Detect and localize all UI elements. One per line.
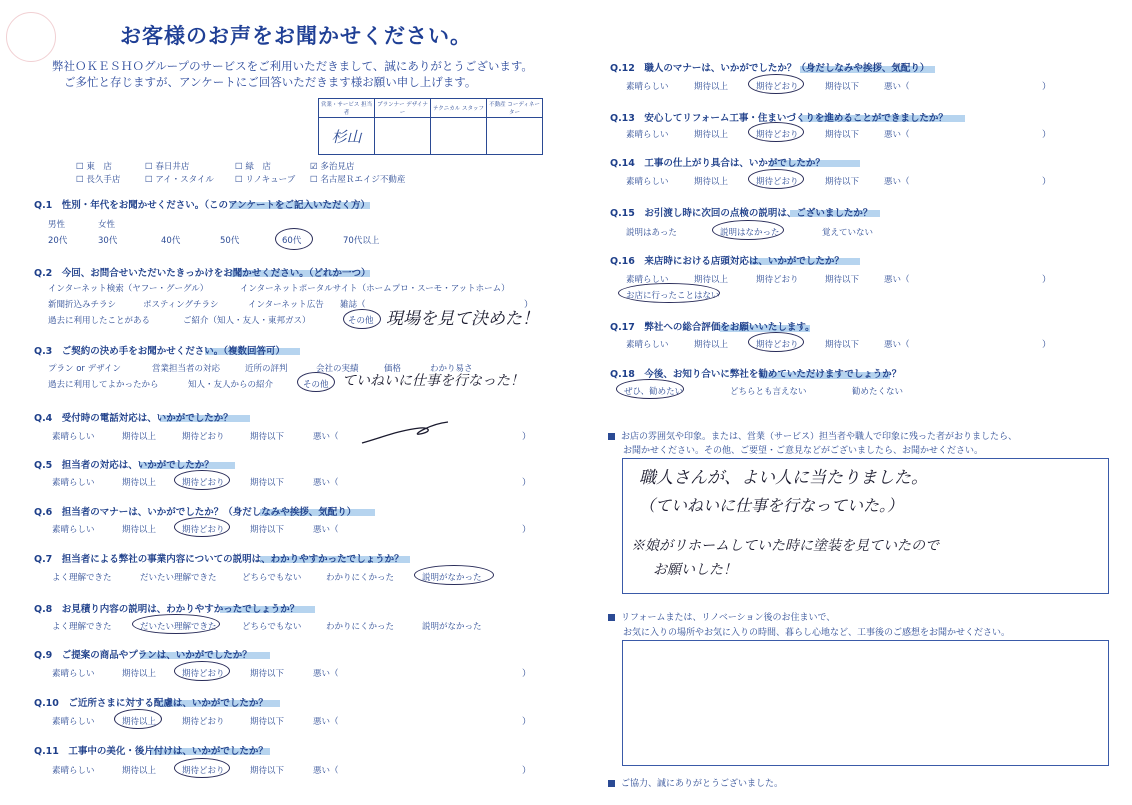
- q12-opt-below[interactable]: 期待以下: [825, 82, 860, 92]
- q14-opt-excellent[interactable]: 素晴らしい: [626, 177, 669, 187]
- store-renocube[interactable]: ☐ リノキューブ: [235, 175, 296, 185]
- staff-header-planner: プランナー デザイナー: [375, 99, 431, 118]
- q17-opt-bad[interactable]: 悪い（: [884, 340, 910, 350]
- q18-opt-yes[interactable]: ぜひ、勧めたい: [624, 387, 684, 397]
- footer-text: ご協力、誠にありがとうございました。: [621, 779, 784, 789]
- page-title: お客様のお声をお聞かせください。: [120, 24, 472, 48]
- store-tajimi[interactable]: ☑ 多治見店: [310, 162, 355, 172]
- store-rage[interactable]: ☐ 名古屋Ｒエイジ不動産: [310, 175, 406, 185]
- q5-opt-excellent[interactable]: 素晴らしい: [52, 478, 95, 488]
- q13-opt-below[interactable]: 期待以下: [825, 130, 860, 140]
- q3-plan-design[interactable]: プラン or デザイン: [48, 364, 122, 374]
- q16-opt-excellent[interactable]: 素晴らしい: [626, 275, 669, 285]
- q3-referral[interactable]: 知人・友人からの紹介: [188, 380, 274, 390]
- q6-opt-above[interactable]: 期待以上: [122, 525, 157, 535]
- q9-label: Q.9 ご提案の商品やプランは、いかがでしたか？: [34, 650, 252, 661]
- q2-magazine[interactable]: 雑誌（: [340, 300, 366, 310]
- q12-opt-as-expected[interactable]: 期待どおり: [756, 82, 799, 92]
- q17-label: Q.17 弊社への総合評価をお願いいたします。: [610, 322, 815, 333]
- q13-opt-above[interactable]: 期待以上: [694, 130, 729, 140]
- q10-selected-circle: [114, 709, 162, 729]
- q7-selected-circle: [414, 565, 494, 585]
- q8-opt-mostly[interactable]: だいたい理解できた: [140, 622, 217, 632]
- q12-close: ）: [1042, 82, 1052, 92]
- q7-opt-none[interactable]: 説明がなかった: [422, 573, 482, 583]
- q16-close: ）: [1042, 275, 1052, 285]
- q10-label: Q.10 ご近所さまに対する配慮は、いかがでしたか？: [34, 698, 268, 709]
- comment2-box[interactable]: [622, 640, 1109, 766]
- q11-opt-excellent[interactable]: 素晴らしい: [52, 766, 95, 776]
- seal-stamp: [6, 12, 56, 62]
- comment1-box[interactable]: [622, 458, 1109, 594]
- q14-label: Q.14 工事の仕上がり具合は、いかがでしたか？: [610, 158, 825, 169]
- q1-age-60[interactable]: 60代: [282, 236, 302, 246]
- q2-label: Q.2 今回、お問合せいただいたきっかけをお聞かせください。（どれか一つ）: [34, 268, 371, 279]
- q6-opt-below[interactable]: 期待以下: [250, 525, 285, 535]
- q4-opt-as-expected[interactable]: 期待どおり: [182, 432, 225, 442]
- q17-selected-circle: [748, 332, 804, 352]
- q3-selected-circle: [297, 372, 335, 392]
- q5-opt-as-expected[interactable]: 期待どおり: [182, 478, 225, 488]
- q6-label: Q.6 担当者のマナーは、いかがでしたか？（身だしなみや挨拶、気配り）: [34, 507, 357, 518]
- footer: [608, 776, 783, 789]
- q8-selected-circle: [132, 614, 220, 634]
- q11-opt-below[interactable]: 期待以下: [250, 766, 285, 776]
- q5-opt-bad[interactable]: 悪い（: [313, 478, 339, 488]
- q1-label: Q.1 性別・年代をお聞かせください。（このアンケートをご記入いただく方）: [34, 200, 370, 211]
- q2-portal-site[interactable]: インターネットポータルサイト（ホームプロ・スーモ・アットホーム）: [240, 284, 510, 294]
- q9-opt-excellent[interactable]: 素晴らしい: [52, 669, 95, 679]
- q10-opt-bad[interactable]: 悪い（: [313, 717, 339, 727]
- store-east-label: 東 店: [86, 162, 112, 172]
- q12-selected-circle: [748, 74, 804, 94]
- q2-handwritten-answer: 現場を見て決めた！: [386, 309, 539, 329]
- staff-header-sales: 営業・サービス 担当者: [319, 99, 375, 118]
- q13-label: Q.13 安心してリフォーム工事・住まいづくりを進めることができましたか？: [610, 113, 948, 124]
- q9-selected-circle: [174, 661, 230, 681]
- q4-opt-bad[interactable]: 悪い（: [313, 432, 339, 442]
- q4-close: ）: [522, 432, 532, 442]
- q3-other[interactable]: その他: [303, 380, 329, 390]
- comment2-label-1: リフォームまたは、リノベーション後のお住まいで、: [621, 613, 836, 623]
- store-nagakute[interactable]: ☐ 長久手店: [76, 175, 121, 185]
- store-kasugai-label: 春日井店: [155, 162, 190, 172]
- q7-opt-understood[interactable]: よく理解できた: [52, 573, 112, 583]
- q4-label: Q.4 受付時の電話対応は、いかがでしたか？: [34, 413, 233, 424]
- staff-technical-cell[interactable]: [431, 118, 487, 155]
- q16-opt-as-expected[interactable]: 期待どおり: [756, 275, 799, 285]
- q1-age-50[interactable]: 50代: [220, 236, 240, 246]
- q17-close: ）: [1042, 340, 1052, 350]
- q1-age-30[interactable]: 30代: [98, 236, 118, 246]
- store-east[interactable]: ☐ 東 店: [76, 162, 112, 172]
- q1-age-70[interactable]: 70代以上: [343, 236, 380, 246]
- q15-opt-forgot[interactable]: 覚えていない: [822, 228, 874, 238]
- q14-opt-below[interactable]: 期待以下: [825, 177, 860, 187]
- q9-close: ）: [522, 669, 532, 679]
- q4-opt-above[interactable]: 期待以上: [122, 432, 157, 442]
- q14-close: ）: [1042, 177, 1052, 187]
- comment1-hand-2: （ていねいに仕事を行なっていた。）: [639, 496, 904, 515]
- q3-reputation[interactable]: 近所の評判: [245, 364, 288, 374]
- q3-past-use[interactable]: 過去に利用してよかったから: [48, 380, 159, 390]
- q7-opt-hard[interactable]: わかりにくかった: [326, 573, 395, 583]
- q3-clarity[interactable]: わかり易さ: [430, 364, 473, 374]
- q17-opt-as-expected[interactable]: 期待どおり: [756, 340, 799, 350]
- q16-opt-above[interactable]: 期待以上: [694, 275, 729, 285]
- q8-opt-hard[interactable]: わかりにくかった: [326, 622, 395, 632]
- q4-opt-below[interactable]: 期待以下: [250, 432, 285, 442]
- staff-header-realestate: 不動産 コーディネーター: [487, 99, 543, 118]
- comment1-hand-1: 職人さんが、よい人に当たりました。: [639, 468, 928, 488]
- q8-opt-neutral[interactable]: どちらでもない: [242, 622, 302, 632]
- q16-label: Q.16 来店時における店頭対応は、いかがでしたか？: [610, 256, 844, 267]
- staff-header-technical: テクニカル スタッフ: [431, 99, 487, 118]
- q14-opt-above[interactable]: 期待以上: [694, 177, 729, 187]
- q9-opt-bad[interactable]: 悪い（: [313, 669, 339, 679]
- q6-opt-as-expected[interactable]: 期待どおり: [182, 525, 225, 535]
- q13-opt-as-expected[interactable]: 期待どおり: [756, 130, 799, 140]
- q17-opt-above[interactable]: 期待以上: [694, 340, 729, 350]
- q2-other[interactable]: その他: [348, 316, 374, 326]
- q17-opt-excellent[interactable]: 素晴らしい: [626, 340, 669, 350]
- staff-realestate-cell[interactable]: [487, 118, 543, 155]
- comment2-label-2: お気に入りの場所やお気に入りの時間、暮らし心地など、工事後のご感想をお聞かせください。: [623, 628, 1011, 638]
- q8-opt-understood[interactable]: よく理解できた: [52, 622, 112, 632]
- q7-label: Q.7 担当者による弊社の事業内容についての説明は、わかりやすかったでしょうか？: [34, 554, 404, 565]
- q2-posting-flyer[interactable]: ポスティングチラシ: [143, 300, 219, 310]
- store-midori[interactable]: ☐ 緑 店: [235, 162, 271, 172]
- q10-close: ）: [522, 717, 532, 727]
- store-istyle-label: アイ・スタイル: [155, 175, 214, 185]
- q14-opt-bad[interactable]: 悪い（: [884, 177, 910, 187]
- store-tajimi-label: 多治見店: [320, 162, 355, 172]
- q16-opt-below[interactable]: 期待以下: [825, 275, 860, 285]
- q13-opt-excellent[interactable]: 素晴らしい: [626, 130, 669, 140]
- q15-label: Q.15 お引渡し時に次回の点検の説明は、ございましたか？: [610, 208, 873, 219]
- q15-opt-yes[interactable]: 説明はあった: [626, 228, 677, 238]
- store-midori-label: 緑 店: [245, 162, 271, 172]
- q7-opt-mostly[interactable]: だいたい理解できた: [140, 573, 217, 583]
- q10-opt-excellent[interactable]: 素晴らしい: [52, 717, 95, 727]
- q12-opt-bad[interactable]: 悪い（: [884, 82, 910, 92]
- q2-referral[interactable]: ご紹介（知人・友人・東邦ガス）: [183, 316, 311, 326]
- q2-newspaper-flyer[interactable]: 新聞折込みチラシ: [48, 300, 117, 310]
- comment2-header: [608, 610, 835, 623]
- intro-line-2: ご多忙と存じますが、アンケートにご回答いただきます様お願い申し上げます。: [64, 75, 477, 89]
- q2-internet-search[interactable]: インターネット検索（ヤフー・グーグル）: [48, 284, 209, 294]
- q1-age-40[interactable]: 40代: [161, 236, 181, 246]
- comment1-header: [608, 429, 1017, 442]
- comment1-hand-3: ※娘がリホームしていた時に塗装を見ていたので: [631, 538, 939, 554]
- q9-opt-as-expected[interactable]: 期待どおり: [182, 669, 225, 679]
- q6-opt-bad[interactable]: 悪い（: [313, 525, 339, 535]
- q4-scribble: [360, 418, 450, 448]
- store-nagakute-label: 長久手店: [86, 175, 121, 185]
- q10-opt-below[interactable]: 期待以下: [250, 717, 285, 727]
- q11-selected-circle: [174, 758, 230, 778]
- q18-opt-no[interactable]: 勧めたくない: [852, 387, 904, 397]
- q9-opt-above[interactable]: 期待以上: [122, 669, 157, 679]
- q5-close: ）: [522, 478, 532, 488]
- q10-opt-above[interactable]: 期待以上: [122, 717, 157, 727]
- q3-price[interactable]: 価格: [384, 364, 402, 374]
- store-rage-label: 名古屋Ｒエイジ不動産: [320, 175, 406, 185]
- q9-opt-below[interactable]: 期待以下: [250, 669, 285, 679]
- q3-handwritten-answer: ていねいに仕事を行なった！: [342, 373, 524, 389]
- q1-age-20[interactable]: 20代: [48, 236, 68, 246]
- q16-opt-never-visited[interactable]: お店に行ったことはない: [626, 291, 720, 301]
- staff-sales-name: 杉山: [319, 118, 375, 155]
- q2-past-use[interactable]: 過去に利用したことがある: [48, 316, 151, 326]
- q11-opt-above[interactable]: 期待以上: [122, 766, 157, 776]
- q1-female[interactable]: 女性: [98, 220, 116, 230]
- q18-label: Q.18 今後、お知り合いに弊社を勧めていただけますでしょうか？: [610, 369, 902, 380]
- q2-internet-ad[interactable]: インターネット広告: [248, 300, 324, 310]
- q12-opt-excellent[interactable]: 素晴らしい: [626, 82, 669, 92]
- q5-selected-circle: [174, 470, 230, 490]
- q8-label: Q.8 お見積り内容の説明は、わかりやすかったでしょうか？: [34, 604, 300, 615]
- q18-selected-circle: [616, 379, 684, 399]
- q5-opt-above[interactable]: 期待以上: [122, 478, 157, 488]
- q1-male[interactable]: 男性: [48, 220, 66, 230]
- q5-opt-below[interactable]: 期待以下: [250, 478, 285, 488]
- q6-opt-excellent[interactable]: 素晴らしい: [52, 525, 95, 535]
- staff-table: [318, 98, 543, 155]
- q13-selected-circle: [748, 122, 804, 142]
- q10-opt-as-expected[interactable]: 期待どおり: [182, 717, 225, 727]
- store-kasugai[interactable]: ☐ 春日井店: [145, 162, 190, 172]
- q8-opt-none[interactable]: 説明がなかった: [422, 622, 482, 632]
- q17-opt-below[interactable]: 期待以下: [825, 340, 860, 350]
- q14-selected-circle: [748, 169, 804, 189]
- store-istyle[interactable]: ☐ アイ・スタイル: [145, 175, 214, 185]
- intro-line-1: 弊社ＯＫＥＳＨＯグループのサービスをご利用いただきまして、誠にありがとうございます。: [52, 59, 533, 73]
- q3-sales-staff[interactable]: 営業担当者の対応: [152, 364, 221, 374]
- store-renocube-label: リノキューブ: [245, 175, 296, 185]
- staff-planner-cell[interactable]: [375, 118, 431, 155]
- comment1-label-1: お店の雰囲気や印象。または、営業（サービス）担当者や職人で印象に残った者がおりましたら、: [621, 432, 1018, 442]
- q3-label: Q.3 ご契約の決め手をお聞かせください。（複数回答可）: [34, 346, 286, 357]
- q4-opt-excellent[interactable]: 素晴らしい: [52, 432, 95, 442]
- comment1-hand-4: お願いした！: [653, 562, 737, 578]
- q11-opt-as-expected[interactable]: 期待どおり: [182, 766, 225, 776]
- q7-opt-neutral[interactable]: どちらでもない: [242, 573, 302, 583]
- q2-magazine-close: ）: [524, 300, 534, 310]
- q5-label: Q.5 担当者の対応は、いかがでしたか？: [34, 460, 214, 471]
- q15-opt-no[interactable]: 説明はなかった: [720, 228, 780, 238]
- q2-selected-circle: [343, 309, 381, 329]
- q13-close: ）: [1042, 130, 1052, 140]
- q16-opt-bad[interactable]: 悪い（: [884, 275, 910, 285]
- q18-opt-neutral[interactable]: どちらとも言えない: [730, 387, 807, 397]
- q14-opt-as-expected[interactable]: 期待どおり: [756, 177, 799, 187]
- q12-opt-above[interactable]: 期待以上: [694, 82, 729, 92]
- comment1-label-2: お聞かせください。その他、ご要望・ご意見などがございましたら、お聞かせください。: [623, 446, 984, 456]
- q13-opt-bad[interactable]: 悪い（: [884, 130, 910, 140]
- q6-close: ）: [522, 525, 532, 535]
- q3-company-record[interactable]: 会社の実績: [316, 364, 359, 374]
- q11-opt-bad[interactable]: 悪い（: [313, 766, 339, 776]
- q11-label: Q.11 工事中の美化・後片付けは、いかがでしたか？: [34, 746, 268, 757]
- q11-close: ）: [522, 766, 532, 776]
- q15-selected-circle: [712, 220, 784, 240]
- q16-selected-circle: [618, 283, 720, 303]
- q6-selected-circle: [174, 517, 230, 537]
- q12-label: Q.12 職人のマナーは、いかがでしたか？（身だしなみや挨拶、気配り）: [610, 63, 930, 74]
- q1-selected-circle: [275, 228, 313, 250]
